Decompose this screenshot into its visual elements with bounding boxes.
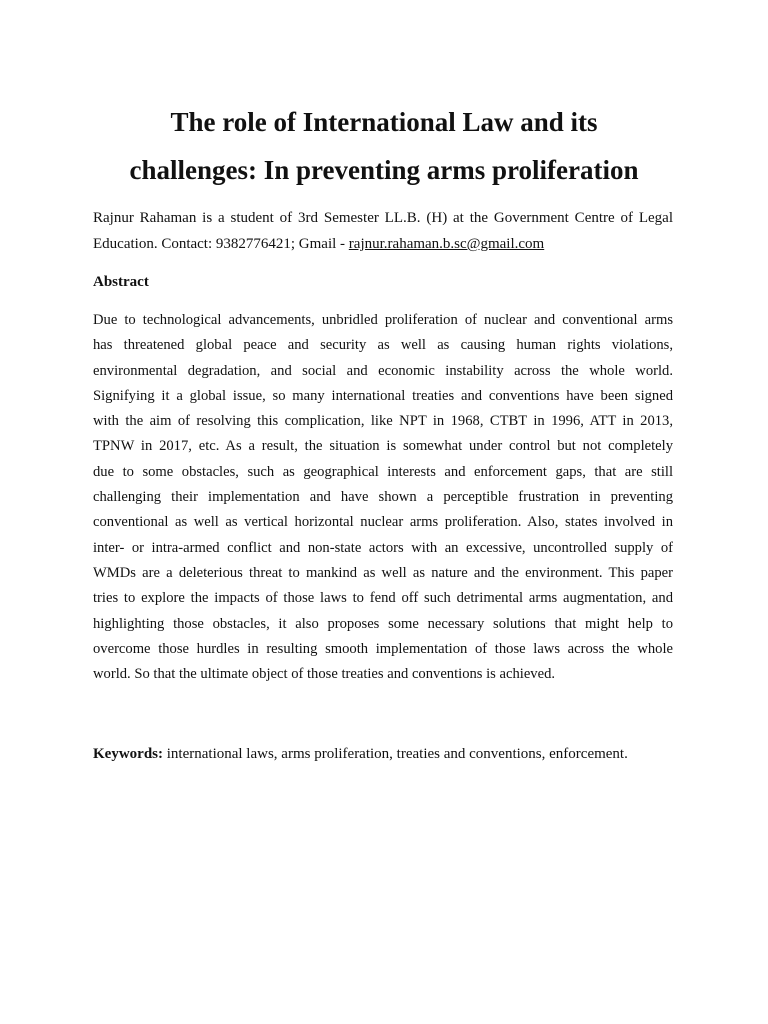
author-info: [93, 205, 673, 257]
abstract-line: conventional as well as vertical horizontal nuclear arms proliferation. Also, states involved in: [93, 514, 673, 531]
keywords-label: Keywords:: [93, 746, 163, 762]
abstract-line: overcome those hurdles in resulting smooth implementation of those laws across the whole: [93, 640, 673, 657]
abstract-line: Signifying it a global issue, so many international treaties and conventions have been signed: [93, 387, 673, 404]
author-email-link[interactable]: rajnur.rahaman.b.sc@gmail.com: [348, 236, 545, 252]
abstract-line: world. So that the ultimate object of those treaties and conventions is achieved.: [93, 666, 556, 683]
paper-title: [60, 98, 708, 194]
title-line: challenges: In preventing arms proliferation: [129, 155, 639, 185]
author-text: Rajnur Rahaman is a student of 3rd Semester LL.B. (H) at the Government Centre of Legal Education. Contact: 9382776421; Gmail -: [93, 210, 673, 252]
keywords-text: international laws, arms proliferation, treaties and conventions, enforcement.: [163, 746, 628, 762]
abstract-line: highlighting those obstacles, it also proposes some necessary solutions that might help to: [93, 615, 673, 632]
abstract-line: due to some obstacles, such as geographical interests and enforcement gaps, that are still: [93, 463, 673, 480]
abstract-line: WMDs are a deleterious threat to mankind as well as nature and the environment. This paper: [93, 564, 673, 581]
abstract-line: challenging their implementation and have shown a perceptible frustration in preventing: [93, 489, 673, 506]
abstract-line: with the aim of resolving this complication, like NPT in 1968, CTBT in 1996, ATT in 2013,: [93, 413, 673, 430]
abstract-body: [93, 308, 673, 687]
abstract-line: inter- or intra-armed conflict and non-state actors with an excessive, uncontrolled supply of: [93, 539, 673, 556]
abstract-line: has threatened global peace and security as well as causing human rights violations,: [93, 337, 673, 354]
keywords-line: [93, 741, 628, 767]
abstract-heading: Abstract: [93, 274, 149, 290]
abstract-line: TPNW in 2017, etc. As a result, the situation is somewhat under control but not completely: [93, 438, 673, 455]
abstract-line: environmental degradation, and social and economic instability across the whole world.: [93, 362, 673, 379]
abstract-line: Due to technological advancements, unbridled proliferation of nuclear and conventional arms: [93, 312, 673, 328]
abstract-line: tries to explore the impacts of those laws to fend off such detrimental arms augmentation, and: [93, 590, 673, 607]
title-line: The role of International Law and its: [170, 107, 598, 137]
